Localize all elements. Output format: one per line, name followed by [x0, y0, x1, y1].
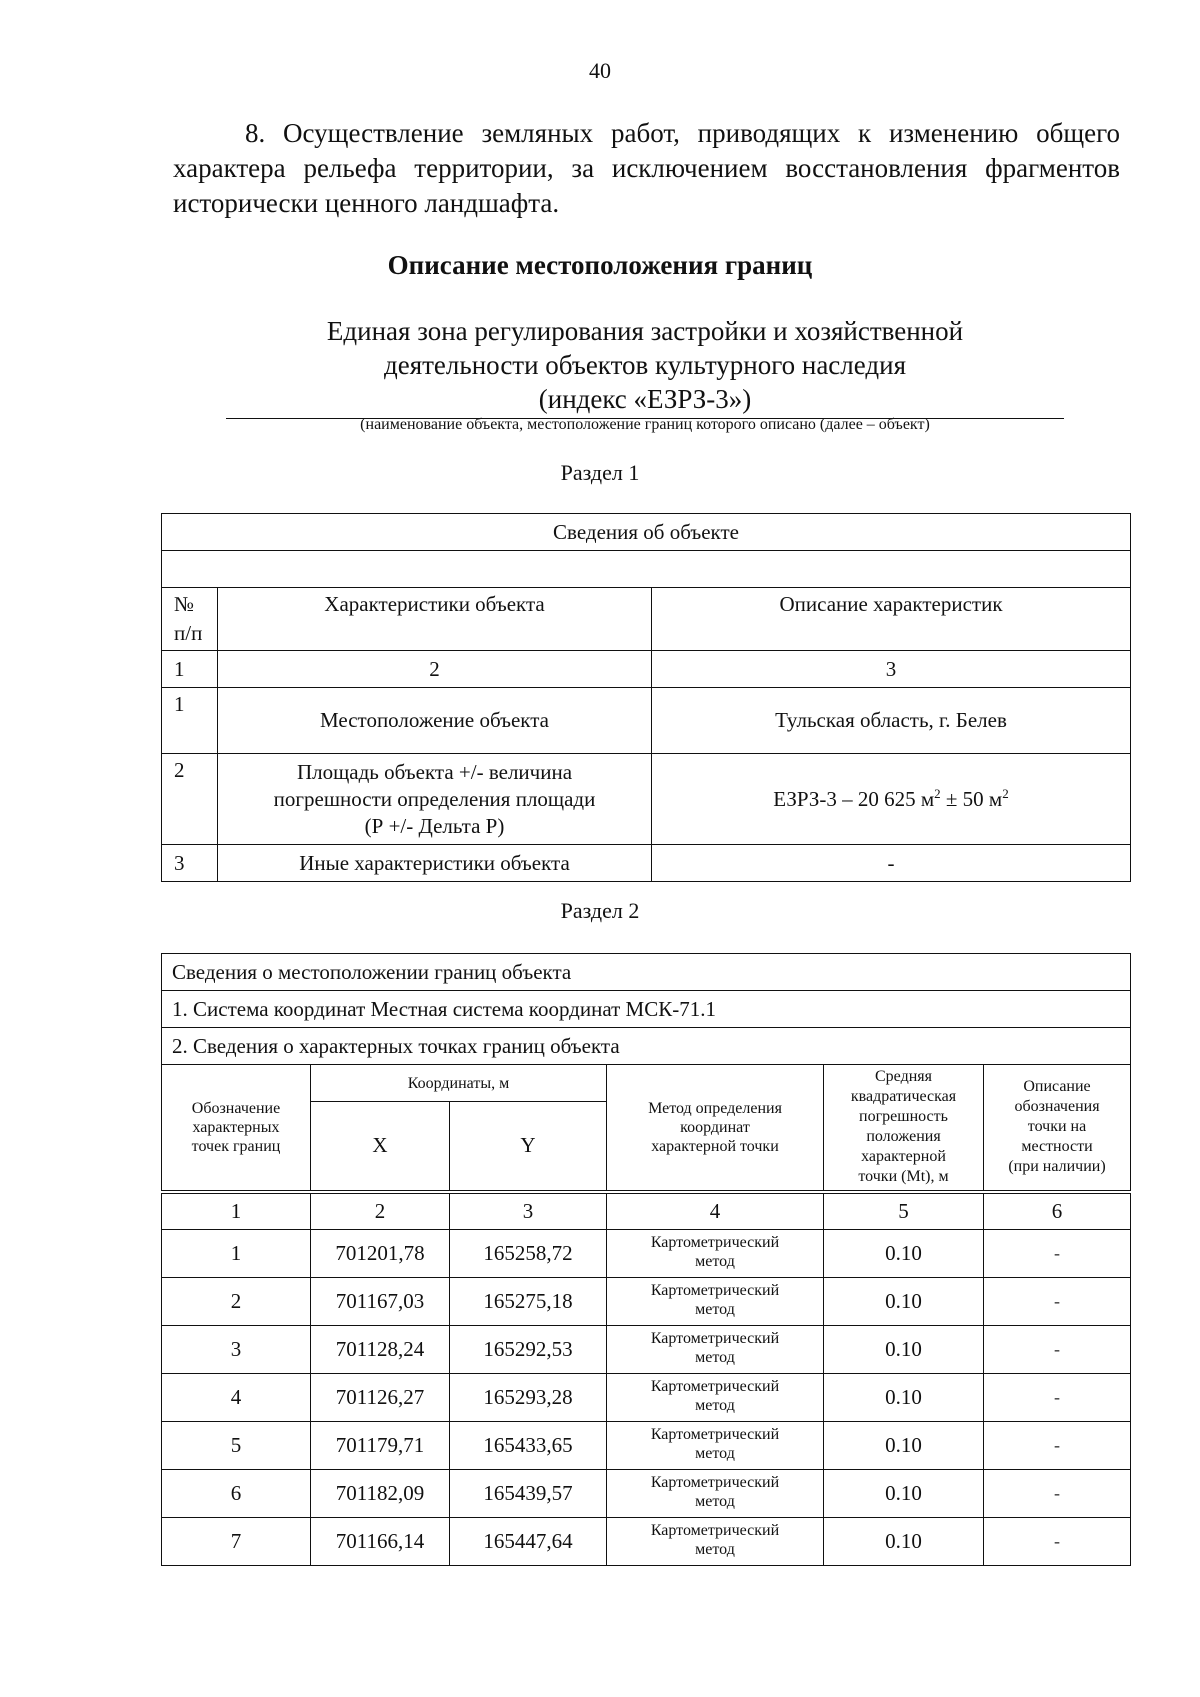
header-method	[607, 1065, 824, 1192]
row-num: 1	[162, 688, 218, 754]
row-name: Иные характеристики объекта	[218, 845, 652, 882]
header-line: погрешность	[859, 1108, 948, 1126]
point-method-line: метод	[695, 1541, 735, 1558]
point-x: 701126,27	[311, 1374, 450, 1422]
row-name-line: погрешности определения площади	[273, 786, 596, 811]
header-description: Описание характеристик	[652, 588, 1131, 651]
point-description: -	[984, 1518, 1131, 1566]
point-description: -	[984, 1230, 1131, 1278]
point-number: 5	[162, 1422, 311, 1470]
header-line: положения	[866, 1128, 941, 1146]
header-line: квадратическая	[850, 1088, 957, 1106]
header-point-description	[984, 1065, 1131, 1192]
point-number: 1	[162, 1230, 311, 1278]
row-name-line: Площадь объекта +/- величина	[296, 759, 573, 784]
points-info-title: 2. Сведения о характерных точках границ объекта	[162, 1028, 1131, 1065]
point-error: 0.10	[824, 1230, 984, 1278]
point-method-line: метод	[695, 1253, 735, 1270]
point-y: 165258,72	[450, 1230, 607, 1278]
object-name	[226, 314, 1064, 419]
point-description: -	[984, 1326, 1131, 1374]
row-name-line: (Р +/- Дельта Р)	[364, 813, 505, 838]
area-tolerance: ± 50 м	[940, 787, 1003, 811]
section-1-title: Раздел 1	[560, 460, 640, 485]
col-number: 3	[652, 651, 1131, 688]
point-method-line: Картометрический	[650, 1378, 780, 1395]
point-y: 165292,53	[450, 1326, 607, 1374]
header-coordinates: Координаты, м	[311, 1065, 607, 1102]
object-info-title: Сведения об объекте	[162, 514, 1131, 551]
header-num-line: №	[174, 592, 195, 616]
col-number: 1	[162, 651, 218, 688]
area-unit-power: 2	[934, 786, 941, 801]
object-info-table	[161, 513, 1131, 882]
col-number: 1	[162, 1192, 311, 1230]
table-row	[162, 1374, 1131, 1422]
col-number: 5	[824, 1192, 984, 1230]
row-num: 2	[162, 754, 218, 845]
header-error	[824, 1065, 984, 1192]
boundaries-heading: Описание местоположения границ	[387, 250, 813, 280]
col-number: 6	[984, 1192, 1131, 1230]
section-2-title: Раздел 2	[560, 898, 640, 923]
point-error: 0.10	[824, 1374, 984, 1422]
point-method	[607, 1278, 824, 1326]
point-x: 701179,71	[311, 1422, 450, 1470]
empty-row	[162, 551, 1131, 588]
header-line: точки (Mt), м	[858, 1168, 949, 1186]
point-method	[607, 1518, 824, 1566]
point-number: 4	[162, 1374, 311, 1422]
point-x: 701201,78	[311, 1230, 450, 1278]
object-name-line: деятельности объектов культурного наследия	[383, 350, 906, 380]
point-description: -	[984, 1278, 1131, 1326]
point-error: 0.10	[824, 1422, 984, 1470]
coordinate-system: 1. Система координат Местная система координат МСК-71.1	[162, 991, 1131, 1028]
col-number: 3	[450, 1192, 607, 1230]
header-line: местности	[1021, 1138, 1093, 1156]
object-name-caption: (наименование объекта, местоположение границ которого описано (далее – объект)	[360, 416, 930, 433]
point-method	[607, 1422, 824, 1470]
header-line: координат	[680, 1118, 750, 1136]
col-number: 2	[311, 1192, 450, 1230]
point-error: 0.10	[824, 1470, 984, 1518]
point-method-line: метод	[695, 1301, 735, 1318]
point-method-line: метод	[695, 1445, 735, 1462]
point-error: 0.10	[824, 1326, 984, 1374]
row-value	[652, 754, 1131, 845]
point-x: 701167,03	[311, 1278, 450, 1326]
point-method-line: Картометрический	[650, 1234, 780, 1251]
point-description: -	[984, 1374, 1131, 1422]
point-number: 3	[162, 1326, 311, 1374]
header-line: характерной	[861, 1148, 946, 1166]
header-num	[162, 588, 218, 651]
point-y: 165293,28	[450, 1374, 607, 1422]
point-y: 165433,65	[450, 1422, 607, 1470]
header-x: X	[311, 1102, 450, 1192]
header-line: (при наличии)	[1008, 1158, 1106, 1176]
row-name: Местоположение объекта	[218, 688, 652, 754]
point-method	[607, 1470, 824, 1518]
header-line: характерной точки	[651, 1137, 779, 1155]
row-value: -	[652, 845, 1131, 882]
object-name-line: Единая зона регулирования застройки и хозяйственной	[326, 316, 964, 346]
point-method-line: метод	[695, 1397, 735, 1414]
point-description: -	[984, 1470, 1131, 1518]
boundaries-info-title: Сведения о местоположении границ объекта	[162, 954, 1131, 991]
point-method	[607, 1374, 824, 1422]
header-line: Средняя	[875, 1068, 932, 1086]
col-number: 4	[607, 1192, 824, 1230]
header-line: Метод определения	[648, 1099, 782, 1117]
point-method-line: Картометрический	[650, 1426, 780, 1443]
point-method-line: метод	[695, 1349, 735, 1366]
boundary-points-table	[161, 953, 1131, 1566]
table-row	[162, 1518, 1131, 1566]
table-row	[162, 1278, 1131, 1326]
point-y: 165275,18	[450, 1278, 607, 1326]
point-number: 7	[162, 1518, 311, 1566]
col-number: 2	[218, 651, 652, 688]
area-value: ЕЗРЗ-3 – 20 625 м	[773, 787, 935, 811]
header-num-line: п/п	[174, 621, 203, 645]
point-number: 2	[162, 1278, 311, 1326]
header-y: Y	[450, 1102, 607, 1192]
point-method-line: Картометрический	[650, 1330, 780, 1347]
point-x: 701182,09	[311, 1470, 450, 1518]
table-row	[162, 1326, 1131, 1374]
point-method-line: метод	[695, 1493, 735, 1510]
table-row	[162, 1422, 1131, 1470]
table-row	[162, 1230, 1131, 1278]
point-method	[607, 1230, 824, 1278]
area-unit-power: 2	[1002, 786, 1009, 801]
header-line: Обозначение	[191, 1099, 281, 1117]
point-y: 165447,64	[450, 1518, 607, 1566]
header-characteristics: Характеристики объекта	[218, 588, 652, 651]
paragraph-earthworks: 8. Осуществление земляных работ, приводящих к изменению общего характера рельефа территории, за исключением восстановления фрагментов исторически ценного ландшафта.	[173, 118, 1120, 218]
header-line: характерных	[192, 1118, 280, 1136]
point-method	[607, 1326, 824, 1374]
header-line: Описание	[1023, 1078, 1091, 1096]
point-method-line: Картометрический	[650, 1474, 780, 1491]
point-y: 165439,57	[450, 1470, 607, 1518]
object-name-line: (индекс «ЕЗРЗ-3»)	[538, 384, 752, 414]
point-description: -	[984, 1422, 1131, 1470]
point-method-line: Картометрический	[650, 1282, 780, 1299]
point-error: 0.10	[824, 1518, 984, 1566]
row-value: Тульская область, г. Белев	[652, 688, 1131, 754]
header-line: точки на	[1027, 1118, 1087, 1136]
page-number: 40	[589, 58, 611, 83]
point-number: 6	[162, 1470, 311, 1518]
row-num: 3	[162, 845, 218, 882]
table-row	[162, 1470, 1131, 1518]
header-designation	[162, 1065, 311, 1192]
points-body	[162, 1230, 1131, 1566]
point-method-line: Картометрический	[650, 1522, 780, 1539]
point-x: 701128,24	[311, 1326, 450, 1374]
row-name	[218, 754, 652, 845]
header-line: обозначения	[1014, 1098, 1100, 1116]
point-x: 701166,14	[311, 1518, 450, 1566]
point-error: 0.10	[824, 1278, 984, 1326]
header-line: точек границ	[191, 1137, 281, 1155]
